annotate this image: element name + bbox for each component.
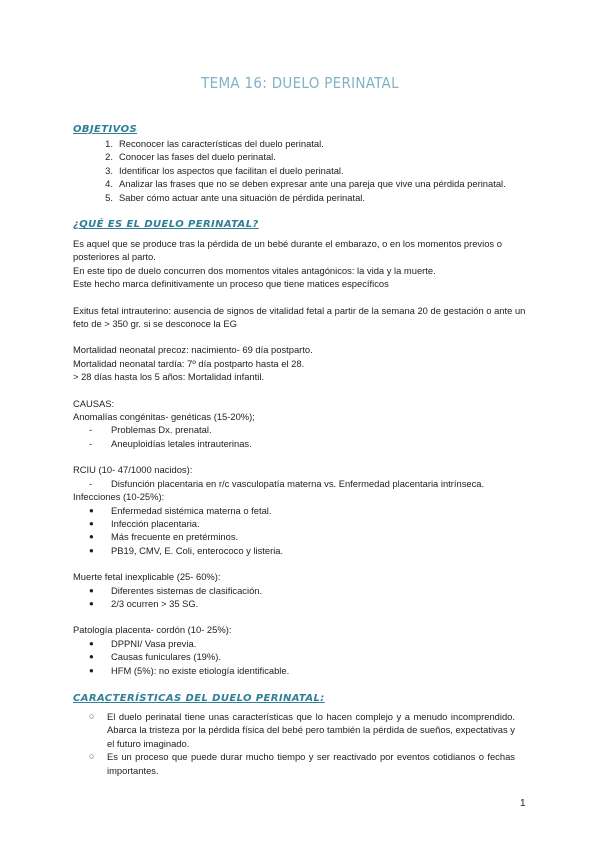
list-item-text: Enfermedad sistémica materna o fetal. bbox=[111, 504, 272, 516]
que-es-body bbox=[73, 237, 533, 677]
item-number: 3. bbox=[105, 164, 113, 176]
page-title: TEMA 16: DUELO PERINATAL bbox=[201, 74, 399, 92]
bullet-icon: ● bbox=[89, 652, 94, 662]
patologia-list bbox=[73, 637, 533, 677]
paragraph: Exitus fetal intrauterino: ausencia de signos de vitalidad fetal a partir de la semana 20 de gestación o ante un feto de > 350 gr. si se desconoce la EG bbox=[73, 304, 526, 330]
causas-label: CAUSAS: bbox=[73, 397, 115, 409]
item-number: 5. bbox=[105, 191, 113, 203]
item-number: 4. bbox=[105, 178, 113, 190]
list-item bbox=[73, 544, 533, 557]
list-item-text: El duelo perinatal tiene unas características que lo hacen complejo y a menudo incomprendido. Abarca la tristeza por la pérdida física del bebé pero también la pérdida de sueños, expectativas y el futuro imaginado. bbox=[107, 711, 515, 749]
item-number: 1. bbox=[105, 138, 113, 149]
item-number: 2. bbox=[105, 151, 113, 163]
dash-marker: - bbox=[89, 477, 93, 489]
rciu-list bbox=[73, 477, 533, 490]
bullet-icon: ● bbox=[89, 545, 94, 555]
list-item-text: DPPNI/ Vasa previa. bbox=[111, 637, 197, 649]
paragraph: Mortalidad neonatal precoz: nacimiento- 69 día postparto. bbox=[73, 344, 313, 356]
dash-marker: - bbox=[89, 437, 93, 449]
list-item-text: Es un proceso que puede durar mucho tiempo y ser reactivado por eventos cotidianos o fechas importantes. bbox=[107, 751, 515, 776]
rciu-label: RCIU (10- 47/1000 nacidos): bbox=[73, 464, 193, 476]
page-number: 1 bbox=[520, 798, 526, 809]
bullet-icon: ● bbox=[89, 665, 94, 675]
infecciones-list bbox=[73, 504, 533, 558]
list-item bbox=[73, 597, 533, 610]
que-es-heading: ¿QUÉ ES EL DUELO PERINATAL? bbox=[73, 219, 259, 230]
item-text: Conocer las fases del duelo perinatal. bbox=[119, 151, 276, 163]
bullet-icon: ● bbox=[89, 638, 94, 648]
objetivos-list-block bbox=[73, 137, 533, 204]
list-item-text: Más frecuente en pretérminos. bbox=[111, 531, 239, 543]
item-text: Reconocer las características del duelo perinatal. bbox=[119, 138, 324, 149]
list-item bbox=[73, 423, 533, 436]
list-item bbox=[73, 504, 533, 517]
paragraph: Es aquel que se produce tras la pérdida de un bebé durante el embarazo, o en los momentos previos o posteriores al parto. bbox=[73, 238, 502, 263]
muerte-fetal-label: Muerte fetal inexplicable (25- 60%): bbox=[73, 571, 221, 583]
infecciones-label: Infecciones (10-25%): bbox=[73, 491, 165, 503]
caracteristicas-list bbox=[73, 710, 533, 777]
paragraph: En este tipo de duelo concurren dos momentos vitales antagónicos: la vida y la muerte. bbox=[73, 264, 436, 276]
anomalias-list bbox=[73, 423, 533, 450]
caracteristicas-heading: CARACTERÍSTICAS DEL DUELO PERINATAL: bbox=[73, 693, 325, 704]
list-item bbox=[73, 664, 533, 677]
list-item-text: Diferentes sistemas de clasificación. bbox=[111, 584, 263, 596]
paragraph: > 28 días hasta los 5 años: Mortalidad infantil. bbox=[73, 371, 265, 383]
bullet-icon: ● bbox=[89, 518, 94, 528]
list-item bbox=[73, 437, 533, 450]
list-item-text: HFM (5%): no existe etiología identificable. bbox=[111, 664, 290, 676]
item-text: Identificar los aspectos que facilitan el duelo perinatal. bbox=[119, 164, 344, 176]
circle-bullet-icon: ○ bbox=[89, 751, 95, 762]
caracteristicas-body bbox=[73, 710, 533, 777]
muerte-fetal-list bbox=[73, 584, 533, 611]
list-item-text: 2/3 ocurren > 35 SG. bbox=[111, 597, 199, 609]
objetivo-item bbox=[73, 191, 533, 204]
list-item bbox=[73, 530, 533, 543]
paragraph: Mortalidad neonatal tardía: 7º día postparto hasta el 28. bbox=[73, 357, 305, 369]
objetivo-item bbox=[73, 137, 533, 150]
item-text: Analizar las frases que no se deben expresar ante una pareja que vive una pérdida perinatal. bbox=[119, 178, 506, 190]
paragraph: Este hecho marca definitivamente un proceso que tiene matices específicos bbox=[73, 278, 389, 290]
objetivo-item bbox=[73, 150, 533, 163]
objetivo-item bbox=[73, 164, 533, 177]
list-item bbox=[73, 584, 533, 597]
anomalias-label: Anomalías congénitas- genéticas (15-20%); bbox=[73, 411, 255, 423]
circle-bullet-icon: ○ bbox=[89, 711, 95, 721]
list-item bbox=[73, 650, 533, 663]
list-item-text: Causas funiculares (19%). bbox=[111, 651, 221, 663]
objetivos-heading: OBJETIVOS bbox=[73, 124, 138, 135]
list-item bbox=[73, 477, 533, 490]
list-item-text: Infección placentaria. bbox=[111, 517, 200, 529]
bullet-icon: ● bbox=[89, 532, 94, 542]
list-item-text: Disfunción placentaria en r/c vasculopatía materna vs. Enfermedad placentaria intrínseca. bbox=[111, 477, 485, 489]
list-item bbox=[73, 637, 533, 650]
list-item-text: PB19, CMV, E. Coli, enterococo y listeria. bbox=[111, 544, 284, 556]
dash-marker: - bbox=[89, 424, 93, 436]
bullet-icon: ● bbox=[89, 598, 94, 608]
bullet-icon: ● bbox=[89, 505, 94, 515]
bullet-icon: ● bbox=[89, 585, 94, 595]
patologia-label: Patología placenta- cordón (10- 25%): bbox=[73, 624, 232, 636]
list-item bbox=[73, 710, 533, 750]
item-text: Saber cómo actuar ante una situación de pérdida perinatal. bbox=[119, 191, 365, 203]
list-item-text: Problemas Dx. prenatal. bbox=[111, 424, 212, 436]
list-item-text: Aneuploidías letales intrauterinas. bbox=[111, 437, 252, 449]
objetivos-list bbox=[73, 137, 533, 204]
objetivo-item bbox=[73, 177, 533, 190]
list-item bbox=[73, 750, 533, 777]
list-item bbox=[73, 517, 533, 530]
